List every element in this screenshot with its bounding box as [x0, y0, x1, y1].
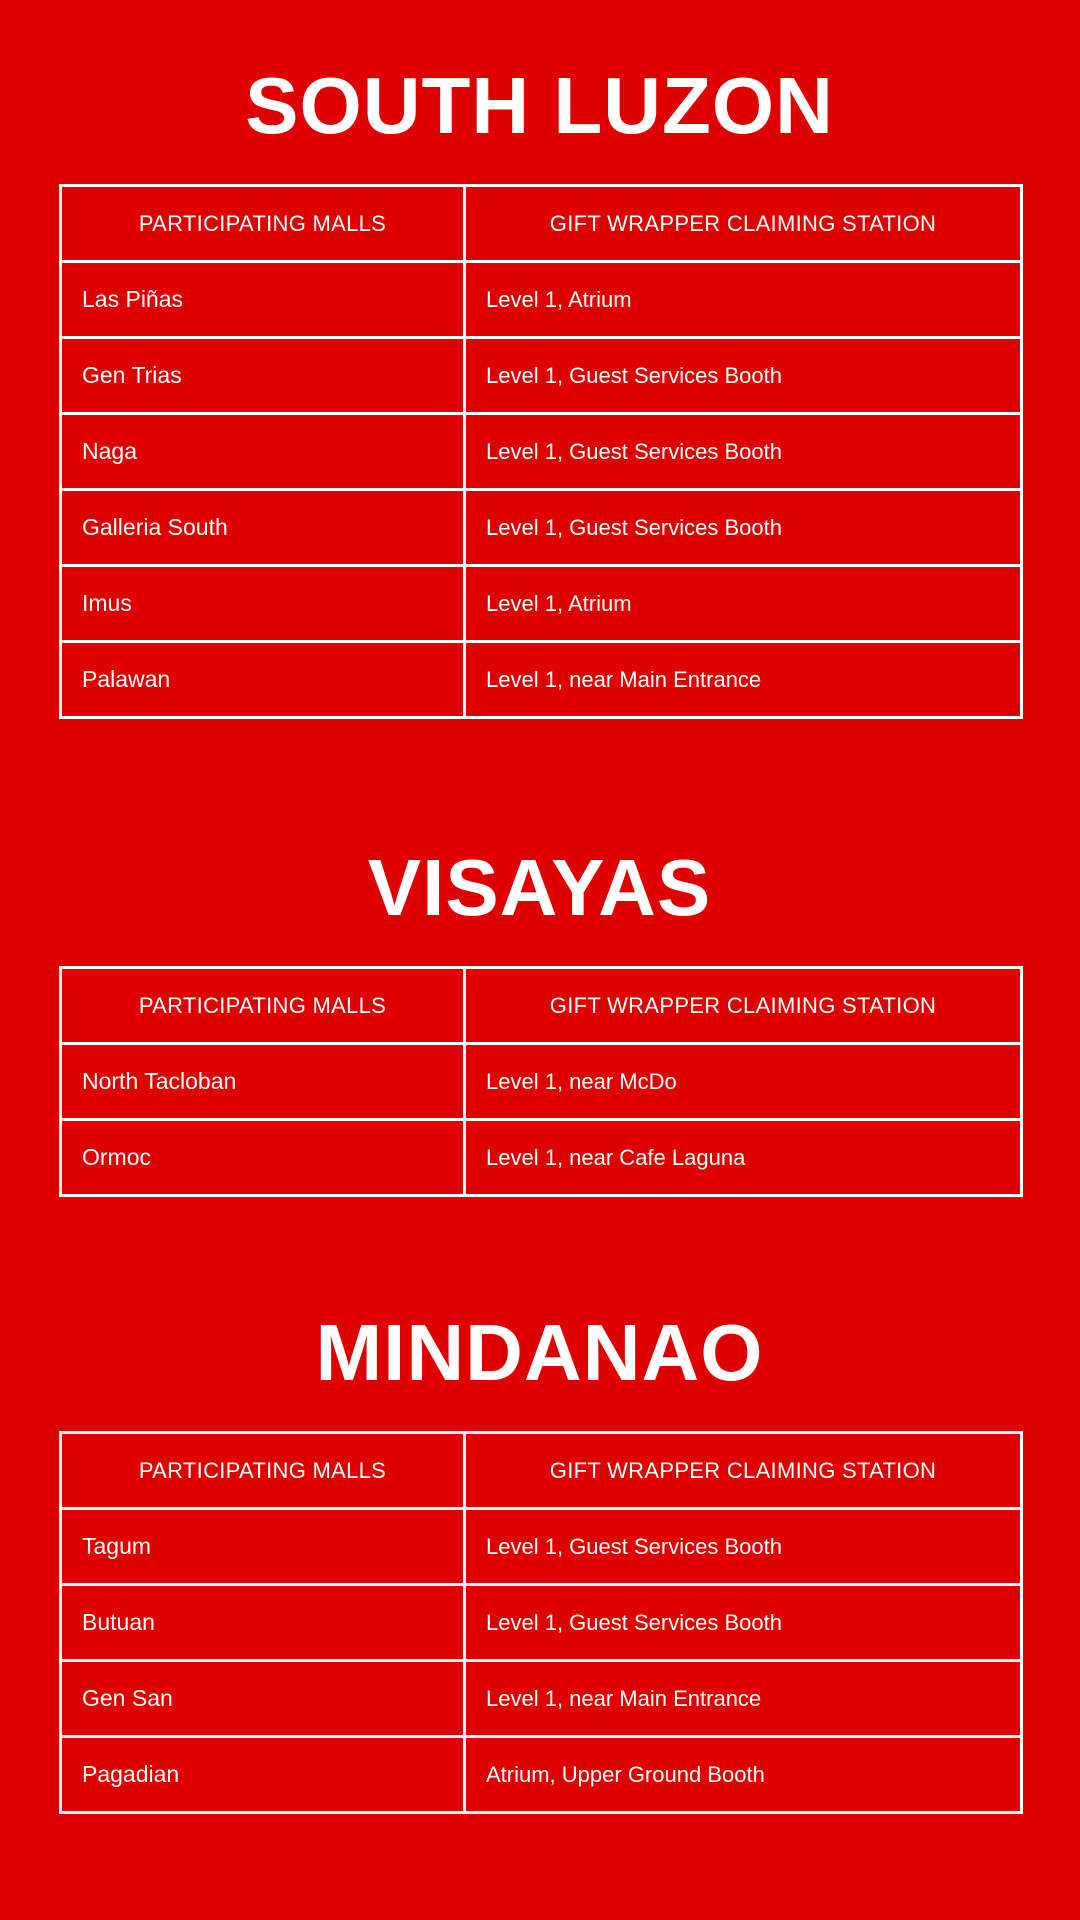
stations-table [59, 1431, 1023, 1814]
stations-table [59, 184, 1023, 719]
claiming-station: Level 1, near Cafe Laguna [465, 1120, 1022, 1196]
region-mindanao [59, 1308, 1020, 1787]
table-header-row [61, 1433, 1022, 1509]
table-row [61, 1509, 1022, 1585]
claiming-station: Level 1, Guest Services Booth [465, 338, 1022, 414]
claiming-station: Level 1, Atrium [465, 566, 1022, 642]
mall-name: Palawan [61, 642, 465, 718]
table-row [61, 1661, 1022, 1737]
claiming-station: Level 1, Guest Services Booth [465, 1509, 1022, 1585]
column-header-station: GIFT WRAPPER CLAIMING STATION [465, 968, 1022, 1044]
claiming-station: Atrium, Upper Ground Booth [465, 1737, 1022, 1813]
column-header-station: GIFT WRAPPER CLAIMING STATION [465, 1433, 1022, 1509]
mall-name: Gen Trias [61, 338, 465, 414]
mall-name: Galleria South [61, 490, 465, 566]
region-title: VISAYAS [367, 843, 712, 932]
claiming-station: Level 1, Atrium [465, 262, 1022, 338]
table-row [61, 262, 1022, 338]
column-header-malls: PARTICIPATING MALLS [61, 186, 465, 262]
table-row [61, 1737, 1022, 1813]
claiming-station: Level 1, near McDo [465, 1044, 1022, 1120]
region-title: MINDANAO [315, 1308, 764, 1397]
mall-name: Tagum [61, 1509, 465, 1585]
mall-name: Pagadian [61, 1737, 465, 1813]
table-row [61, 1120, 1022, 1196]
column-header-malls: PARTICIPATING MALLS [61, 1433, 465, 1509]
table-row [61, 338, 1022, 414]
mall-name: Gen San [61, 1661, 465, 1737]
mall-name: Ormoc [61, 1120, 465, 1196]
claiming-station: Level 1, near Main Entrance [465, 1661, 1022, 1737]
column-header-malls: PARTICIPATING MALLS [61, 968, 465, 1044]
claiming-station: Level 1, Guest Services Booth [465, 414, 1022, 490]
mall-name: Naga [61, 414, 465, 490]
mall-name: North Tacloban [61, 1044, 465, 1120]
region-title: SOUTH LUZON [245, 61, 834, 150]
table-row [61, 414, 1022, 490]
table-row [61, 1044, 1022, 1120]
region-south-luzon [59, 61, 1020, 692]
mall-name: Butuan [61, 1585, 465, 1661]
table-row [61, 1585, 1022, 1661]
claiming-station: Level 1, near Main Entrance [465, 642, 1022, 718]
region-visayas [59, 843, 1020, 1170]
table-header-row [61, 186, 1022, 262]
table-row [61, 642, 1022, 718]
table-row [61, 566, 1022, 642]
stations-table [59, 966, 1023, 1197]
mall-name: Las Piñas [61, 262, 465, 338]
table-header-row [61, 968, 1022, 1044]
column-header-station: GIFT WRAPPER CLAIMING STATION [465, 186, 1022, 262]
table-row [61, 490, 1022, 566]
claiming-station: Level 1, Guest Services Booth [465, 1585, 1022, 1661]
mall-name: Imus [61, 566, 465, 642]
claiming-station: Level 1, Guest Services Booth [465, 490, 1022, 566]
